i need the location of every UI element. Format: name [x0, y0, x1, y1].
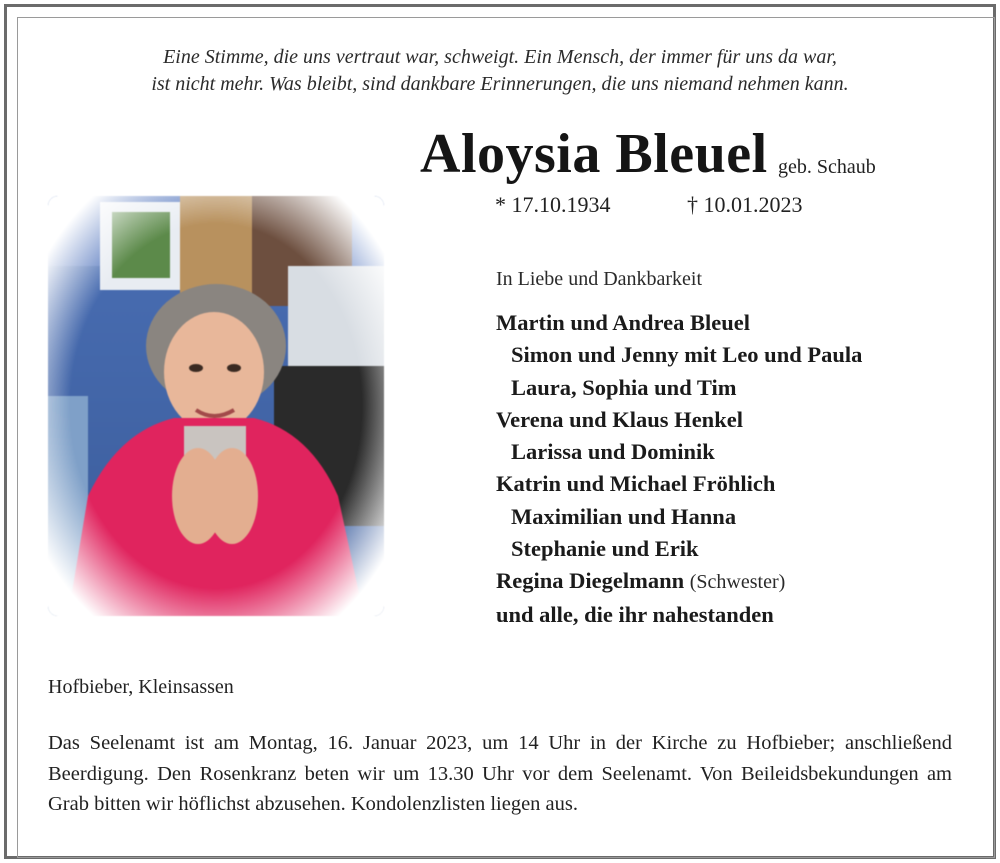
mourners-intro: In Liebe und Dankbarkeit — [496, 268, 703, 290]
mourner-line — [496, 307, 862, 339]
mourner-line — [496, 339, 862, 371]
mourner-line — [496, 501, 862, 533]
mourner-line — [496, 533, 862, 565]
mourner-name: Laura, Sophia und Tim — [511, 374, 737, 400]
deceased-name: Aloysia Bleuel — [420, 123, 768, 185]
death-date: † 10.01.2023 — [687, 192, 803, 217]
mourner-name: Martin und Andrea Bleuel — [496, 310, 750, 335]
mourners-list — [496, 307, 862, 631]
mourner-name: Maximilian und Hanna — [511, 503, 737, 529]
mourner-line — [496, 468, 862, 500]
mourner-name: Simon und Jenny mit Leo und Paula — [511, 342, 863, 368]
mourner-line — [496, 372, 862, 404]
mourner-name: Regina Diegelmann — [496, 568, 685, 594]
motto-quote — [40, 44, 960, 98]
portrait-photo — [48, 196, 384, 616]
mourner-line — [496, 565, 862, 598]
place-of-residence: Hofbieber, Kleinsassen — [48, 676, 234, 698]
mourner-relation-note: (Schwester) — [689, 571, 786, 594]
maiden-name: geb. Schaub — [778, 156, 876, 178]
mourner-name: und alle, die ihr nahestanden — [496, 601, 774, 627]
mourner-name: Verena und Klaus Henkel — [496, 406, 743, 432]
mourner-line — [496, 599, 862, 631]
funeral-service-text: Das Seelenamt ist am Montag, 16. Januar 2023, um 14 Uhr in der Kirche zu Hofbieber; anschließend Beerdigung. Den Rosenkranz beten wir um 13.30 Uhr vor dem Seelenamt. Von Beileidsbekundungen am Grab bitten wir höflichst abzusehen. Kondolenzlisten liegen aus. — [48, 732, 952, 815]
mourner-name: Larissa und Dominik — [511, 439, 715, 465]
mourner-line — [496, 404, 862, 436]
mourner-line — [496, 436, 862, 468]
mourner-name: Katrin und Michael Fröhlich — [496, 471, 776, 497]
mourner-name: Stephanie und Erik — [511, 536, 699, 562]
motto-line-1: Eine Stimme, die uns vertraut war, schweigt. Ein Mensch, der immer für uns da war, — [163, 46, 837, 68]
birth-date: * 17.10.1934 — [495, 192, 611, 217]
motto-line-2: ist nicht mehr. Was bleibt, sind dankbare Erinnerungen, die uns niemand nehmen kann. — [151, 73, 849, 95]
